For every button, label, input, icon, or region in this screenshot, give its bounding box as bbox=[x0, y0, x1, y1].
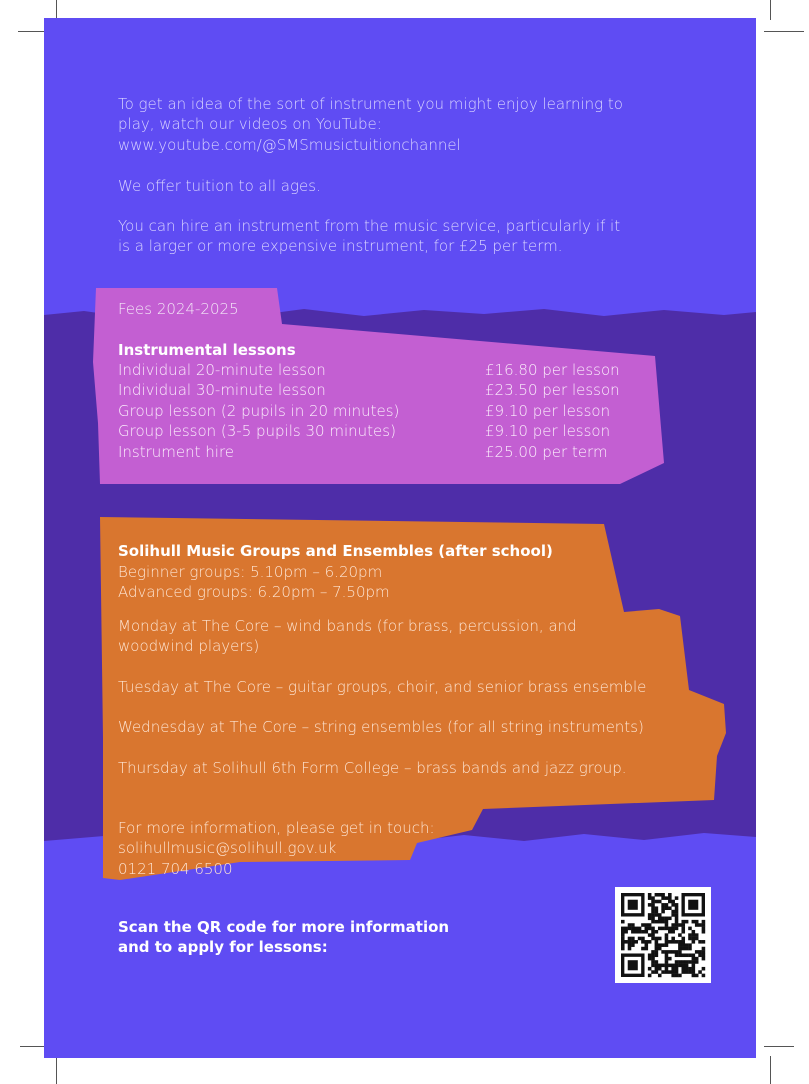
fee-item: Group lesson (3-5 pupils 30 minutes) bbox=[118, 422, 396, 441]
qr-code-graphic bbox=[615, 887, 711, 983]
fees-table bbox=[118, 360, 638, 462]
wednesday-ensemble: Wednesday at The Core – string ensembles (for all string instruments) bbox=[118, 718, 644, 736]
intro-line: To get an idea of the sort of instrument you might enjoy learning to bbox=[118, 95, 623, 113]
fee-price: £23.50 per lesson bbox=[485, 381, 620, 400]
youtube-link[interactable]: www.youtube.com/@SMSmusictuitionchannel bbox=[118, 135, 461, 154]
fee-row bbox=[118, 380, 638, 400]
intro-line: play, watch our videos on YouTube: bbox=[118, 115, 382, 134]
fee-price: £9.10 per lesson bbox=[485, 401, 611, 420]
tuesday-ensemble: Tuesday at The Core – guitar groups, choir, and senior brass ensemble bbox=[118, 678, 647, 696]
flyer-page bbox=[44, 18, 756, 1058]
qr-caption bbox=[118, 917, 518, 958]
fee-item: Instrument hire bbox=[118, 442, 235, 461]
crop-mark bbox=[770, 1056, 771, 1084]
hire-paragraph bbox=[118, 216, 718, 257]
fees-title: Fees 2024-2025 bbox=[118, 300, 239, 318]
fee-price: £16.80 per lesson bbox=[485, 361, 620, 379]
fee-price: £9.10 per lesson bbox=[485, 422, 611, 441]
fee-row bbox=[118, 360, 638, 380]
fee-row bbox=[118, 421, 638, 441]
qr-caption-line: and to apply for lessons: bbox=[118, 938, 328, 957]
crop-mark bbox=[18, 31, 46, 32]
contact-block bbox=[118, 818, 435, 879]
fee-row bbox=[118, 401, 638, 421]
fee-price: £25.00 per term bbox=[485, 442, 608, 461]
thursday-ensemble: Thursday at Solihull 6th Form College – brass bands and jazz group. bbox=[118, 759, 627, 777]
crop-mark bbox=[764, 1046, 794, 1047]
monday-ensemble: Monday at The Core – wind bands (for brass, percussion, and woodwind players) bbox=[118, 617, 577, 656]
fee-item: Group lesson (2 pupils in 20 minutes) bbox=[118, 401, 400, 420]
crop-mark bbox=[770, 0, 771, 20]
qr-code[interactable] bbox=[615, 887, 711, 983]
qr-caption-line: Scan the QR code for more information bbox=[118, 918, 450, 936]
fee-item: Individual 30-minute lesson bbox=[118, 381, 326, 400]
ensembles-heading: Solihull Music Groups and Ensembles (after school) bbox=[118, 542, 553, 560]
beginner-groups-time: Beginner groups: 5.10pm – 6.20pm bbox=[118, 563, 383, 581]
hire-line: You can hire an instrument from the music service, particularly if it bbox=[118, 217, 621, 235]
contact-email[interactable]: solihullmusic@solihull.gov.uk bbox=[118, 839, 337, 858]
crop-mark bbox=[764, 31, 804, 32]
contact-intro: For more information, please get in touch: bbox=[118, 819, 435, 837]
contact-phone[interactable]: 0121 704 6500 bbox=[118, 859, 233, 878]
intro-paragraph bbox=[118, 94, 718, 155]
crop-mark bbox=[20, 1046, 46, 1047]
hire-line: is a larger or more expensive instrument, for £25 per term. bbox=[118, 237, 563, 256]
advanced-groups-time: Advanced groups: 6.20pm – 7.50pm bbox=[118, 583, 390, 601]
ages-paragraph: We offer tuition to all ages. bbox=[118, 177, 321, 195]
fee-row bbox=[118, 442, 638, 462]
crop-mark bbox=[56, 1056, 57, 1084]
fees-heading: Instrumental lessons bbox=[118, 341, 296, 359]
fee-item: Individual 20-minute lesson bbox=[118, 361, 326, 379]
